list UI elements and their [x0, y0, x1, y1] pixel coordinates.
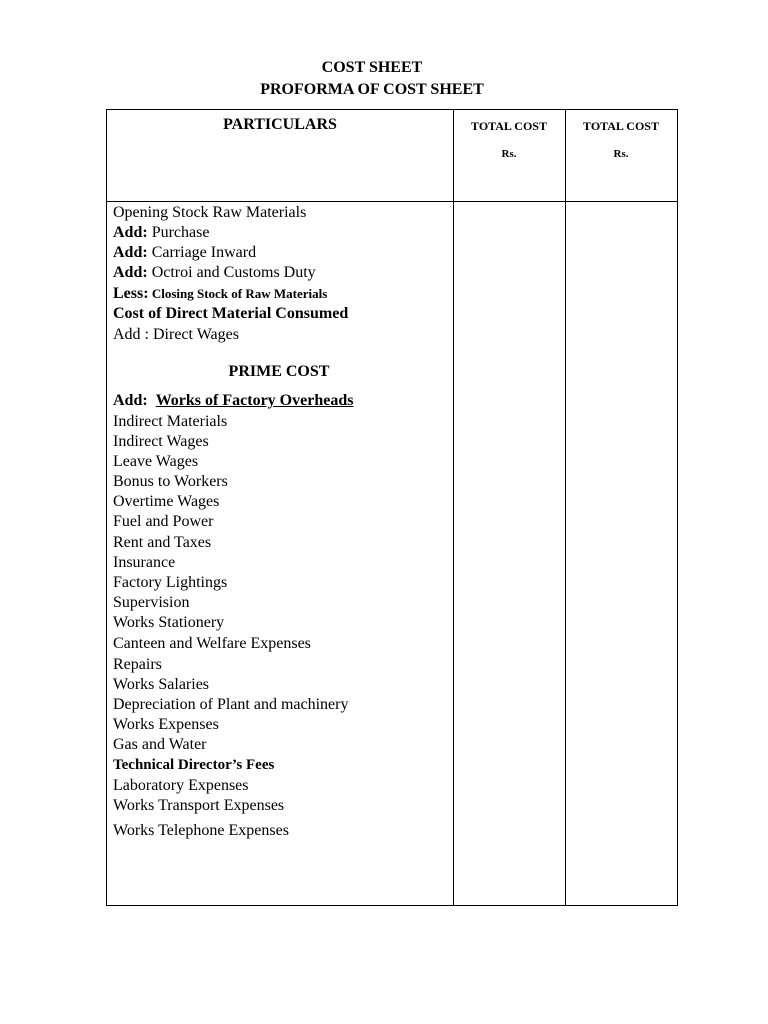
list-item: Bonus to Workers	[113, 473, 228, 490]
header-divider	[107, 201, 677, 202]
list-item: Works Salaries	[113, 676, 210, 693]
list-item: Technical Director’s Fees	[113, 757, 275, 773]
list-item: Indirect Wages	[113, 433, 209, 450]
list-item: Indirect Materials	[113, 413, 228, 430]
less-label: Less:	[113, 285, 149, 302]
total-cost-label: TOTAL COST	[583, 119, 659, 133]
list-item: Supervision	[113, 594, 190, 611]
list-item: Canteen and Welfare Expenses	[113, 635, 311, 652]
list-item: Gas and Water	[113, 736, 207, 753]
list-item	[113, 244, 256, 262]
item-text: Octroi and Customs Duty	[147, 264, 316, 281]
total-cost-label: TOTAL COST	[471, 119, 547, 133]
overheads-heading	[113, 392, 353, 410]
column-divider	[565, 110, 566, 905]
list-item	[113, 285, 327, 303]
list-item: Fuel and Power	[113, 513, 214, 530]
list-item	[113, 264, 316, 282]
particulars-header: PARTICULARS	[223, 116, 337, 133]
item-text: Carriage Inward	[147, 244, 257, 261]
list-item: Works Telephone Expenses	[113, 822, 289, 839]
list-item: Works Transport Expenses	[113, 797, 285, 814]
item-text: Closing Stock of Raw Materials	[148, 286, 328, 301]
list-item	[113, 224, 209, 242]
list-item: Depreciation of Plant and machinery	[113, 696, 349, 713]
list-item: Repairs	[113, 656, 162, 673]
list-item: Insurance	[113, 554, 176, 571]
total-cost-header-2	[565, 119, 677, 160]
list-item: Overtime Wages	[113, 493, 220, 510]
add-label: Add:	[113, 224, 148, 241]
item-text: Purchase	[147, 224, 210, 241]
add-label: Add:	[113, 392, 148, 409]
overheads-title: Works of Factory Overheads	[155, 392, 354, 409]
page-subtitle: PROFORMA OF COST SHEET	[260, 81, 484, 98]
list-item: Works Expenses	[113, 716, 219, 733]
list-item: Rent and Taxes	[113, 534, 212, 551]
material-consumed-total: Cost of Direct Material Consumed	[113, 305, 349, 322]
add-label: Add:	[113, 264, 148, 281]
add-label: Add:	[113, 244, 148, 261]
rupees-unit: Rs.	[613, 148, 629, 160]
page-title: COST SHEET	[321, 59, 423, 76]
list-item: Leave Wages	[113, 453, 199, 470]
column-divider	[453, 110, 454, 905]
list-item: Laboratory Expenses	[113, 777, 249, 794]
total-cost-header-1	[453, 119, 565, 160]
rupees-unit: Rs.	[501, 148, 517, 160]
list-item: Factory Lightings	[113, 574, 228, 591]
list-item: Opening Stock Raw Materials	[113, 204, 307, 221]
prime-cost-heading: PRIME COST	[228, 363, 330, 380]
list-item: Works Stationery	[113, 614, 225, 631]
list-item: Add : Direct Wages	[113, 326, 239, 343]
